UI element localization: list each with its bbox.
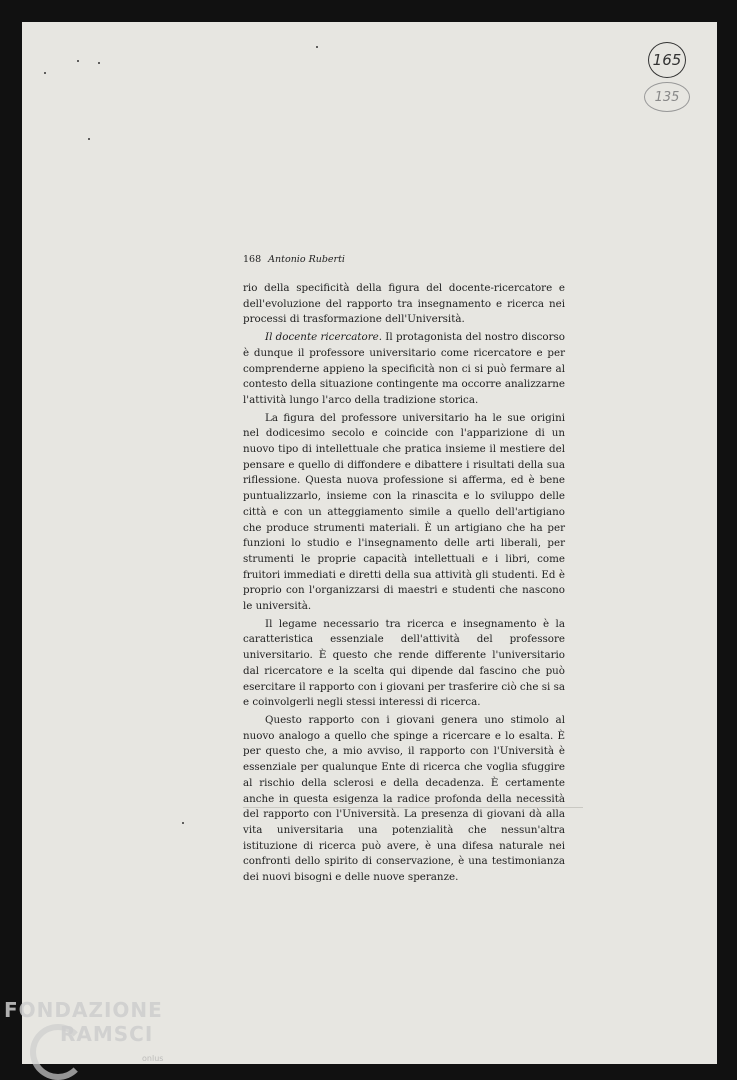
watermark-sub: onlus	[142, 1054, 164, 1063]
handwritten-page-number: 165	[648, 42, 686, 78]
speck	[98, 62, 100, 64]
paragraph: Il legame necessario tra ricerca e insegnamento è la caratteristica essenziale dell'attività del professore universitario. È questo che rende differente l'universitario dal ricercatore e la scelta qui dipende dal fascino che può esercitare il rapporto con i giovani per trasferire ciò che si sa e coinvolgerli negli stessi interessi di ricerca.	[243, 617, 565, 709]
author-name: Antonio Ruberti	[268, 254, 345, 265]
document-page	[22, 22, 717, 1064]
section-title: Il docente ricercatore.	[265, 331, 382, 344]
handwritten-secondary-number: 135	[644, 82, 690, 112]
page-number: 168	[243, 254, 262, 265]
speck	[77, 60, 79, 62]
speck	[182, 822, 184, 824]
body-text	[243, 281, 565, 886]
watermark-logo: FONDAZIONE RAMSCI	[4, 998, 163, 1046]
paragraph: Il docente ricercatore. Il protagonista del nostro discorso è dunque il professore universitario come ricercatore e per comprenderne appieno la specificità non ci si può fermare al contesto della situazione contingente ma occorre analizzarne l'attività lungo l'arco della tradizione storica.	[243, 331, 565, 406]
paragraph: La figura del professore universitario ha le sue origini nel dodicesimo secolo e coincide con l'apparizione di un nuovo tipo di intellettuale che pratica insieme il mestiere del pensare e quello di diffondere e dibattere i risultati della sua riflessione. Questa nuova professione si afferma, ed è bene puntualizzarlo, insieme con la rinascita e lo sviluppo delle città e con un atteggiamento simile a quello dell'artigiano che produce strumenti materiali. È un artigiano che ha per funzioni lo studio e l'insegnamento delle arti liberali, per strumenti le proprie capacità intellettuali e i libri, come fruitori immediati e diretti della sua attività gli studenti. Ed è proprio con l'organizzarsi di maestri e studenti che nascono le università.	[243, 411, 565, 613]
speck	[88, 138, 90, 140]
paragraph: rio della specificità della figura del docente-ricercatore e dell'evoluzione del rapporto tra insegnamento e ricerca nei processi di trasformazione dell'Università.	[243, 282, 565, 326]
speck	[316, 46, 318, 48]
speck	[44, 72, 46, 74]
running-header	[243, 254, 345, 265]
paragraph: Questo rapporto con i giovani genera uno stimolo al nuovo analogo a quello che spinge a ricercare e lo esalta. È per questo che, a mio avviso, il rapporto con l'Università è essenziale per qualunque Ente di ricerca che voglia sfuggire al rischio della sclerosi e della decadenza. È certamente anche in questa esigenza la radice profonda della necessità del rapporto con l'Università. La presenza di giovani dà alla vita universitaria una potenzialità che nessun'altra istituzione di ricerca può avere, è una difesa naturale nei confronti dello spirito di conservazione, è una testimonianza dei nuovi bisogni e delle nuove speranze.	[243, 713, 565, 884]
